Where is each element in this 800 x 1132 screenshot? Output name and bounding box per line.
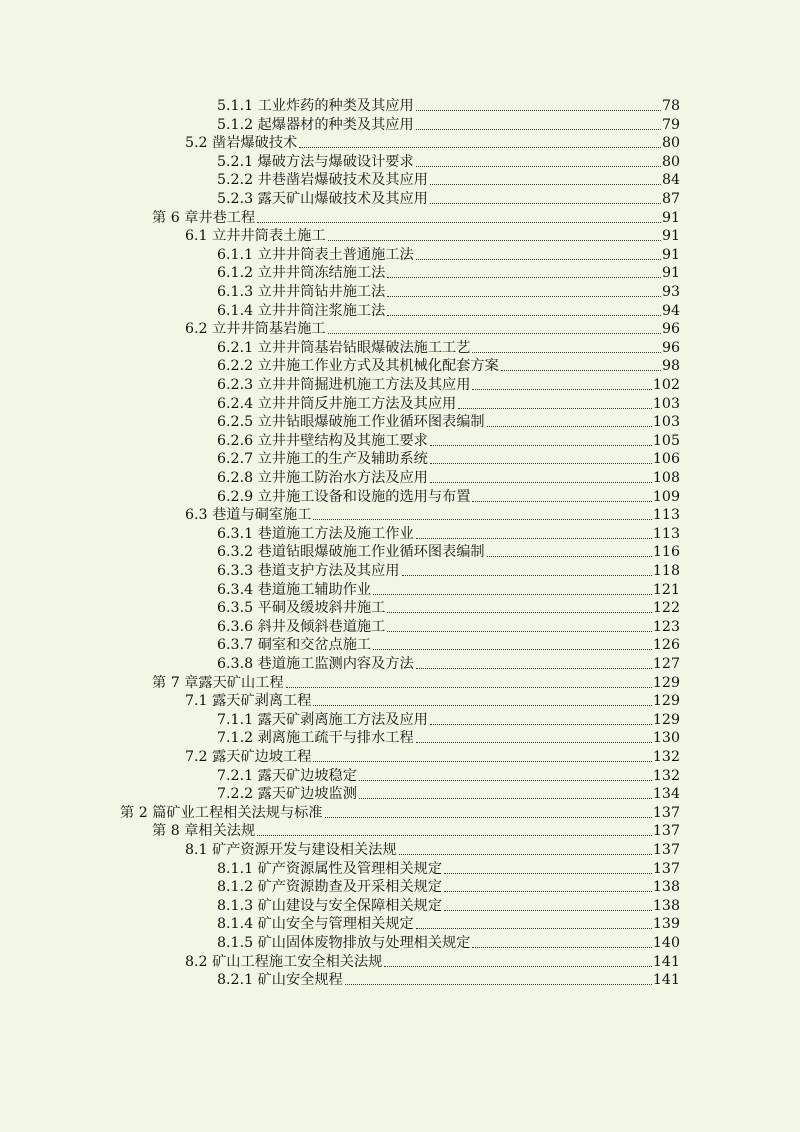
toc-entry[interactable] xyxy=(217,653,680,673)
toc-entry-title: 6.2 立井井筒基岩施工 xyxy=(185,321,326,338)
toc-entry-title: 6.2.7 立井施工的生产及辅助系统 xyxy=(217,451,428,468)
toc-page-number: 113 xyxy=(652,525,680,542)
toc-entry-title: 第 8 章相关法规 xyxy=(152,823,256,840)
toc-dot-leader xyxy=(487,556,652,557)
toc-entry[interactable] xyxy=(217,876,680,896)
toc-dot-leader xyxy=(313,519,652,520)
toc-entry[interactable] xyxy=(217,523,680,543)
toc-page-number: 130 xyxy=(652,730,680,747)
toc-entry-title: 7.1 露天矿剥离工程 xyxy=(185,693,312,710)
toc-entry[interactable] xyxy=(217,932,680,952)
toc-entry[interactable] xyxy=(217,597,680,617)
toc-entry[interactable] xyxy=(217,467,680,487)
toc-dot-leader xyxy=(387,631,652,632)
toc-entry[interactable] xyxy=(217,95,680,115)
toc-page-number: 121 xyxy=(652,581,680,598)
toc-dot-leader xyxy=(430,463,652,464)
toc-page-number: 122 xyxy=(652,600,680,617)
toc-dot-leader xyxy=(384,966,652,967)
toc-page-number: 140 xyxy=(652,935,680,951)
toc-dot-leader xyxy=(416,538,652,539)
toc-entry-title: 5.2.2 井巷凿岩爆破技术及其应用 xyxy=(217,172,428,189)
toc-page-number: 94 xyxy=(661,302,680,319)
toc-entry[interactable] xyxy=(217,300,680,320)
toc-page-number: 141 xyxy=(652,972,680,989)
toc-page-number: 91 xyxy=(661,209,680,226)
toc-entry[interactable] xyxy=(120,802,680,822)
toc-dot-leader xyxy=(430,482,652,483)
toc-dot-leader xyxy=(373,594,652,595)
toc-entry-title: 8.1.4 矿山安全与管理相关规定 xyxy=(217,916,414,933)
toc-entry-title: 8.2 矿山工程施工安全相关法规 xyxy=(185,953,383,970)
toc-entry[interactable] xyxy=(217,541,680,561)
toc-entry[interactable] xyxy=(217,337,680,357)
toc-entry[interactable] xyxy=(217,430,680,450)
toc-entry[interactable] xyxy=(217,169,680,189)
toc-dot-leader xyxy=(416,742,652,743)
toc-entry-title: 5.1.2 起爆器材的种类及其应用 xyxy=(217,116,414,133)
toc-entry-title: 7.2 露天矿边坡工程 xyxy=(185,749,312,765)
toc-entry[interactable] xyxy=(217,616,680,636)
toc-dot-leader xyxy=(430,203,661,204)
toc-entry[interactable] xyxy=(185,690,680,710)
toc-entry-title: 6.1 立井井筒表土施工 xyxy=(185,228,326,245)
toc-page-number: 123 xyxy=(652,618,680,635)
toc-entry[interactable] xyxy=(217,765,680,785)
toc-entry[interactable] xyxy=(217,355,680,375)
toc-dot-leader xyxy=(472,352,661,353)
toc-entry[interactable] xyxy=(185,225,680,245)
toc-entry[interactable] xyxy=(217,895,680,915)
toc-page-number: 93 xyxy=(661,284,680,300)
toc-dot-leader xyxy=(257,222,661,223)
toc-entry-title: 6.2.6 立井井壁结构及其施工要求 xyxy=(217,432,428,449)
toc-page-number: 103 xyxy=(652,414,680,431)
toc-entry-title: 8.1.3 矿山建设与安全保障相关规定 xyxy=(217,897,443,914)
toc-entry-title: 第 6 章井巷工程 xyxy=(152,209,256,226)
toc-page-number: 129 xyxy=(652,693,680,710)
toc-dot-leader xyxy=(313,705,652,706)
toc-entry-title: 7.2.2 露天矿边坡监测 xyxy=(217,786,357,803)
toc-entry[interactable] xyxy=(185,839,680,859)
toc-page-number: 138 xyxy=(652,879,680,896)
toc-dot-leader xyxy=(402,575,652,576)
toc-entry[interactable] xyxy=(217,151,680,171)
toc-dot-leader xyxy=(416,166,661,167)
toc-entry[interactable] xyxy=(185,132,680,152)
toc-entry-title: 6.1.3 立井井筒钻井施工法 xyxy=(217,284,386,300)
toc-entry-title: 6.3 巷道与硐室施工 xyxy=(185,507,312,524)
toc-page-number: 108 xyxy=(652,470,680,486)
toc-entry-title: 6.3.3 巷道支护方法及其应用 xyxy=(217,563,400,579)
toc-dot-leader xyxy=(430,724,652,725)
toc-page-number: 137 xyxy=(652,804,680,821)
toc-page-number: 78 xyxy=(661,98,680,114)
toc-entry[interactable] xyxy=(217,858,680,878)
toc-page-number: 98 xyxy=(661,358,680,375)
toc-page-number: 118 xyxy=(652,563,680,579)
toc-page-number: 137 xyxy=(652,842,680,858)
toc-entry[interactable] xyxy=(185,746,680,766)
toc-entry-title: 6.1.1 立井井筒表土普通施工法 xyxy=(217,246,414,263)
toc-entry-title: 8.2.1 矿山安全规程 xyxy=(217,972,343,989)
toc-entry[interactable] xyxy=(217,374,680,394)
toc-page-number: 87 xyxy=(661,191,680,207)
toc-entry[interactable] xyxy=(185,318,680,338)
toc-page-number: 137 xyxy=(652,860,680,877)
toc-page-number: 129 xyxy=(652,674,680,691)
toc-entry-title: 8.1.5 矿山固体废物排放与处理相关规定 xyxy=(217,935,471,951)
toc-dot-leader xyxy=(387,277,661,278)
toc-page-number: 139 xyxy=(652,916,680,933)
toc-dot-leader xyxy=(472,501,651,502)
toc-entry-title: 6.2.9 立井施工设备和设施的选用与布置 xyxy=(217,488,471,505)
toc-dot-leader xyxy=(313,761,652,762)
toc-entry-title: 7.1.2 剥离施工疏干与排水工程 xyxy=(217,730,414,747)
toc-page-number: 132 xyxy=(652,749,680,765)
toc-entry-title: 6.2.5 立井钻眼爆破施工作业循环图表编制 xyxy=(217,414,485,431)
toc-dot-leader xyxy=(373,649,652,650)
toc-dot-leader xyxy=(416,110,661,111)
toc-page-number: 96 xyxy=(661,321,680,338)
toc-dot-leader xyxy=(257,835,652,836)
toc-dot-leader xyxy=(430,184,661,185)
toc-entry-title: 6.3.8 巷道施工监测内容及方法 xyxy=(217,656,414,672)
toc-entry[interactable] xyxy=(217,448,680,468)
toc-entry-title: 5.1.1 工业炸药的种类及其应用 xyxy=(217,98,414,114)
toc-entry[interactable] xyxy=(217,969,680,989)
toc-entry[interactable] xyxy=(217,486,680,506)
toc-entry[interactable] xyxy=(185,951,680,971)
toc-page-number: 109 xyxy=(652,488,680,505)
toc-entry[interactable] xyxy=(152,672,680,692)
toc-entry-title: 6.2.8 立井施工防治水方法及应用 xyxy=(217,470,428,486)
toc-page-number: 105 xyxy=(652,432,680,449)
toc-entry[interactable] xyxy=(217,244,680,264)
toc-entry-title: 5.2 凿岩爆破技术 xyxy=(185,135,298,152)
toc-entry-title: 第 2 篇矿业工程相关法规与标准 xyxy=(120,804,323,821)
toc-entry[interactable] xyxy=(217,411,680,431)
toc-page-number: 127 xyxy=(652,656,680,672)
toc-entry[interactable] xyxy=(217,913,680,933)
toc-entry-title: 6.1.4 立井井筒注浆施工法 xyxy=(217,302,386,319)
toc-entry-title: 5.2.3 露天矿山爆破技术及其应用 xyxy=(217,191,428,207)
toc-page-number: 103 xyxy=(652,395,680,412)
toc-dot-leader xyxy=(325,817,652,818)
toc-page-number: 91 xyxy=(661,246,680,263)
toc-dot-leader xyxy=(444,873,652,874)
toc-dot-leader xyxy=(444,891,652,892)
toc-entry-title: 第 7 章露天矿山工程 xyxy=(152,674,284,691)
toc-page-number: 106 xyxy=(652,451,680,468)
toc-entry-title: 8.1.2 矿产资源勘查及开采相关规定 xyxy=(217,879,443,896)
toc-entry[interactable] xyxy=(185,504,680,524)
toc-dot-leader xyxy=(286,687,652,688)
toc-dot-leader xyxy=(501,370,661,371)
toc-page-number: 80 xyxy=(661,135,680,152)
toc-page-number: 137 xyxy=(652,823,680,840)
toc-entry[interactable] xyxy=(152,207,680,227)
toc-entry[interactable] xyxy=(217,634,680,654)
toc-page-number: 141 xyxy=(652,953,680,970)
toc-dot-leader xyxy=(299,147,661,148)
toc-entry[interactable] xyxy=(217,393,680,413)
toc-entry-title: 6.2.1 立井井筒基岩钻眼爆破法施工工艺 xyxy=(217,339,471,356)
toc-dot-leader xyxy=(416,259,661,260)
toc-page-number: 96 xyxy=(661,339,680,356)
toc-dot-leader xyxy=(472,389,651,390)
toc-entry-title: 6.3.7 硐室和交岔点施工 xyxy=(217,637,372,654)
toc-entry-title: 7.2.1 露天矿边坡稳定 xyxy=(217,767,357,784)
toc-entry-title: 6.3.4 巷道施工辅助作业 xyxy=(217,581,372,598)
toc-entry[interactable] xyxy=(217,579,680,599)
toc-page-number: 79 xyxy=(661,116,680,133)
toc-page-number: 129 xyxy=(652,711,680,728)
toc-page-number: 91 xyxy=(661,265,680,282)
toc-dot-leader xyxy=(416,129,661,130)
toc-entry[interactable] xyxy=(217,281,680,301)
toc-entry-title: 6.3.2 巷道钻眼爆破施工作业循环图表编制 xyxy=(217,544,485,561)
toc-entry[interactable] xyxy=(217,783,680,803)
toc-entry[interactable] xyxy=(217,560,680,580)
toc-page-number: 126 xyxy=(652,637,680,654)
toc-entry-title: 8.1.1 矿产资源属性及管理相关规定 xyxy=(217,860,443,877)
toc-page-number: 132 xyxy=(652,767,680,784)
toc-page-number: 84 xyxy=(661,172,680,189)
toc-entry-title: 6.2.3 立井井筒掘进机施工方法及其应用 xyxy=(217,377,471,393)
toc-dot-leader xyxy=(416,928,652,929)
toc-entry-title: 6.3.1 巷道施工方法及施工作业 xyxy=(217,525,414,542)
toc-entry[interactable] xyxy=(217,188,680,208)
toc-dot-leader xyxy=(458,408,652,409)
toc-entry-title: 6.2.4 立井井筒反井施工方法及其应用 xyxy=(217,395,457,412)
toc-page-number: 138 xyxy=(652,897,680,914)
toc-entry-title: 8.1 矿产资源开发与建设相关法规 xyxy=(185,842,397,858)
toc-page-number: 91 xyxy=(661,228,680,245)
toc-entry[interactable] xyxy=(217,727,680,747)
toc-entry[interactable] xyxy=(217,114,680,134)
toc-dot-leader xyxy=(387,296,661,297)
toc-dot-leader xyxy=(359,798,652,799)
toc-entry-title: 6.3.5 平硐及缓坡斜井施工 xyxy=(217,600,386,617)
toc-dot-leader xyxy=(416,668,652,669)
toc-entry-title: 7.1.1 露天矿剥离施工方法及应用 xyxy=(217,711,428,728)
toc-dot-leader xyxy=(328,333,661,334)
toc-entry[interactable] xyxy=(217,262,680,282)
toc-dot-leader xyxy=(387,315,661,316)
toc-dot-leader xyxy=(345,984,652,985)
toc-entry[interactable] xyxy=(217,709,680,729)
toc-page-number: 80 xyxy=(661,153,680,170)
toc-dot-leader xyxy=(387,612,652,613)
toc-entry-title: 6.1.2 立井井筒冻结施工法 xyxy=(217,265,386,282)
toc-page-number: 113 xyxy=(652,507,680,524)
toc-dot-leader xyxy=(487,426,652,427)
toc-entry-title: 5.2.1 爆破方法与爆破设计要求 xyxy=(217,153,414,170)
toc-dot-leader xyxy=(472,947,651,948)
toc-page-number: 116 xyxy=(652,544,680,561)
toc-dot-leader xyxy=(430,445,652,446)
toc-entry-title: 6.3.6 斜井及倾斜巷道施工 xyxy=(217,618,386,635)
toc-dot-leader xyxy=(399,854,652,855)
toc-page-number: 134 xyxy=(652,786,680,803)
toc-dot-leader xyxy=(359,780,652,781)
toc-page-number: 102 xyxy=(652,377,680,393)
toc-dot-leader xyxy=(444,910,652,911)
toc-entry-title: 6.2.2 立井施工作业方式及其机械化配套方案 xyxy=(217,358,499,375)
toc-entry[interactable] xyxy=(152,820,680,840)
toc-dot-leader xyxy=(328,240,661,241)
